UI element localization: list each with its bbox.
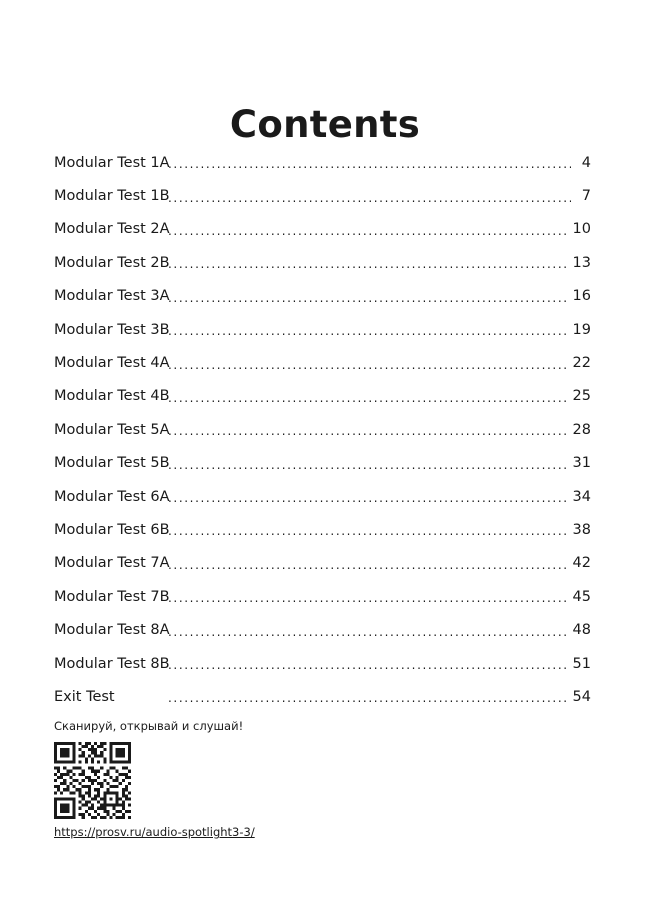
- toc-page-number: 7: [581, 188, 591, 205]
- toc-dot-leader: [168, 255, 567, 270]
- toc-entry-modular-test-8a[interactable]: [54, 613, 591, 646]
- toc-page-number: 54: [572, 688, 591, 705]
- toc-entry-modular-test-5b[interactable]: [54, 447, 591, 480]
- toc-dot-leader: [168, 689, 567, 704]
- toc-page-number: 13: [572, 254, 591, 271]
- toc-entry-label: Modular Test 7A: [54, 555, 170, 572]
- toc-entry-modular-test-5a[interactable]: [54, 413, 591, 446]
- toc-entry-label: Modular Test 4A: [54, 355, 170, 372]
- toc-page-number: 48: [572, 622, 591, 639]
- toc-page-number: 4: [581, 154, 591, 171]
- toc-entry-label: Modular Test 5A: [54, 421, 170, 438]
- toc-page-number: 31: [572, 455, 591, 472]
- toc-dot-leader: [168, 589, 567, 604]
- toc-entry-label: Modular Test 2A: [54, 221, 170, 238]
- toc-entry-label: Modular Test 8A: [54, 622, 170, 639]
- toc-entry-label: Modular Test 1B: [54, 188, 170, 205]
- toc-dot-leader: [168, 289, 567, 304]
- toc-entry-label: Modular Test 7B: [54, 588, 170, 605]
- table-of-contents: [54, 146, 591, 714]
- toc-entry-label: Exit Test: [54, 688, 115, 705]
- toc-entry-modular-test-7a[interactable]: [54, 547, 591, 580]
- toc-dot-leader: [168, 356, 567, 371]
- qr-code-icon[interactable]: [54, 742, 131, 819]
- toc-entry-modular-test-1a[interactable]: [54, 146, 591, 179]
- toc-entry-modular-test-3a[interactable]: [54, 280, 591, 313]
- toc-page-number: 34: [572, 488, 591, 505]
- toc-dot-leader: [168, 623, 567, 638]
- toc-entry-modular-test-3b[interactable]: [54, 313, 591, 346]
- toc-entry-label: Modular Test 6A: [54, 488, 170, 505]
- toc-dot-leader: [168, 489, 567, 504]
- toc-page-number: 42: [572, 555, 591, 572]
- toc-dot-leader: [168, 522, 567, 537]
- toc-page-number: 25: [572, 388, 591, 405]
- toc-page-number: 45: [572, 588, 591, 605]
- toc-entry-modular-test-2a[interactable]: [54, 213, 591, 246]
- toc-dot-leader: [168, 656, 567, 671]
- toc-page-number: 51: [572, 655, 591, 672]
- toc-dot-leader: [168, 222, 567, 237]
- toc-entry-modular-test-8b[interactable]: [54, 647, 591, 680]
- toc-entry-label: Modular Test 5B: [54, 455, 170, 472]
- toc-entry-label: Modular Test 4B: [54, 388, 170, 405]
- toc-entry-label: Modular Test 3A: [54, 288, 170, 305]
- toc-entry-label: Modular Test 1A: [54, 154, 170, 171]
- toc-dot-leader: [168, 155, 571, 170]
- toc-entry-modular-test-4b[interactable]: [54, 380, 591, 413]
- toc-entry-label: Modular Test 2B: [54, 254, 170, 271]
- qr-caption: Сканируй, открывай и слушай!: [54, 719, 244, 733]
- toc-page-number: 38: [572, 521, 591, 538]
- toc-entry-label: Modular Test 6B: [54, 521, 170, 538]
- toc-page-number: 16: [572, 288, 591, 305]
- toc-entry-modular-test-1b[interactable]: [54, 179, 591, 212]
- toc-dot-leader: [168, 322, 567, 337]
- toc-page-number: 19: [572, 321, 591, 338]
- toc-entry-label: Modular Test 8B: [54, 655, 170, 672]
- audio-link[interactable]: https://prosv.ru/audio-spotlight3-3/: [54, 825, 255, 839]
- toc-dot-leader: [168, 456, 567, 471]
- toc-dot-leader: [168, 422, 567, 437]
- toc-entry-modular-test-2b[interactable]: [54, 246, 591, 279]
- page-title: Contents: [229, 102, 421, 146]
- toc-entry-modular-test-6a[interactable]: [54, 480, 591, 513]
- toc-entry-modular-test-6b[interactable]: [54, 513, 591, 546]
- toc-page-number: 22: [572, 355, 591, 372]
- toc-entry-modular-test-7b[interactable]: [54, 580, 591, 613]
- toc-entry-exit-test[interactable]: [54, 680, 591, 713]
- toc-dot-leader: [168, 389, 567, 404]
- toc-page-number: 10: [572, 221, 591, 238]
- toc-dot-leader: [168, 556, 567, 571]
- toc-dot-leader: [168, 189, 571, 204]
- toc-page-number: 28: [572, 421, 591, 438]
- toc-entry-label: Modular Test 3B: [54, 321, 170, 338]
- toc-entry-modular-test-4a[interactable]: [54, 346, 591, 379]
